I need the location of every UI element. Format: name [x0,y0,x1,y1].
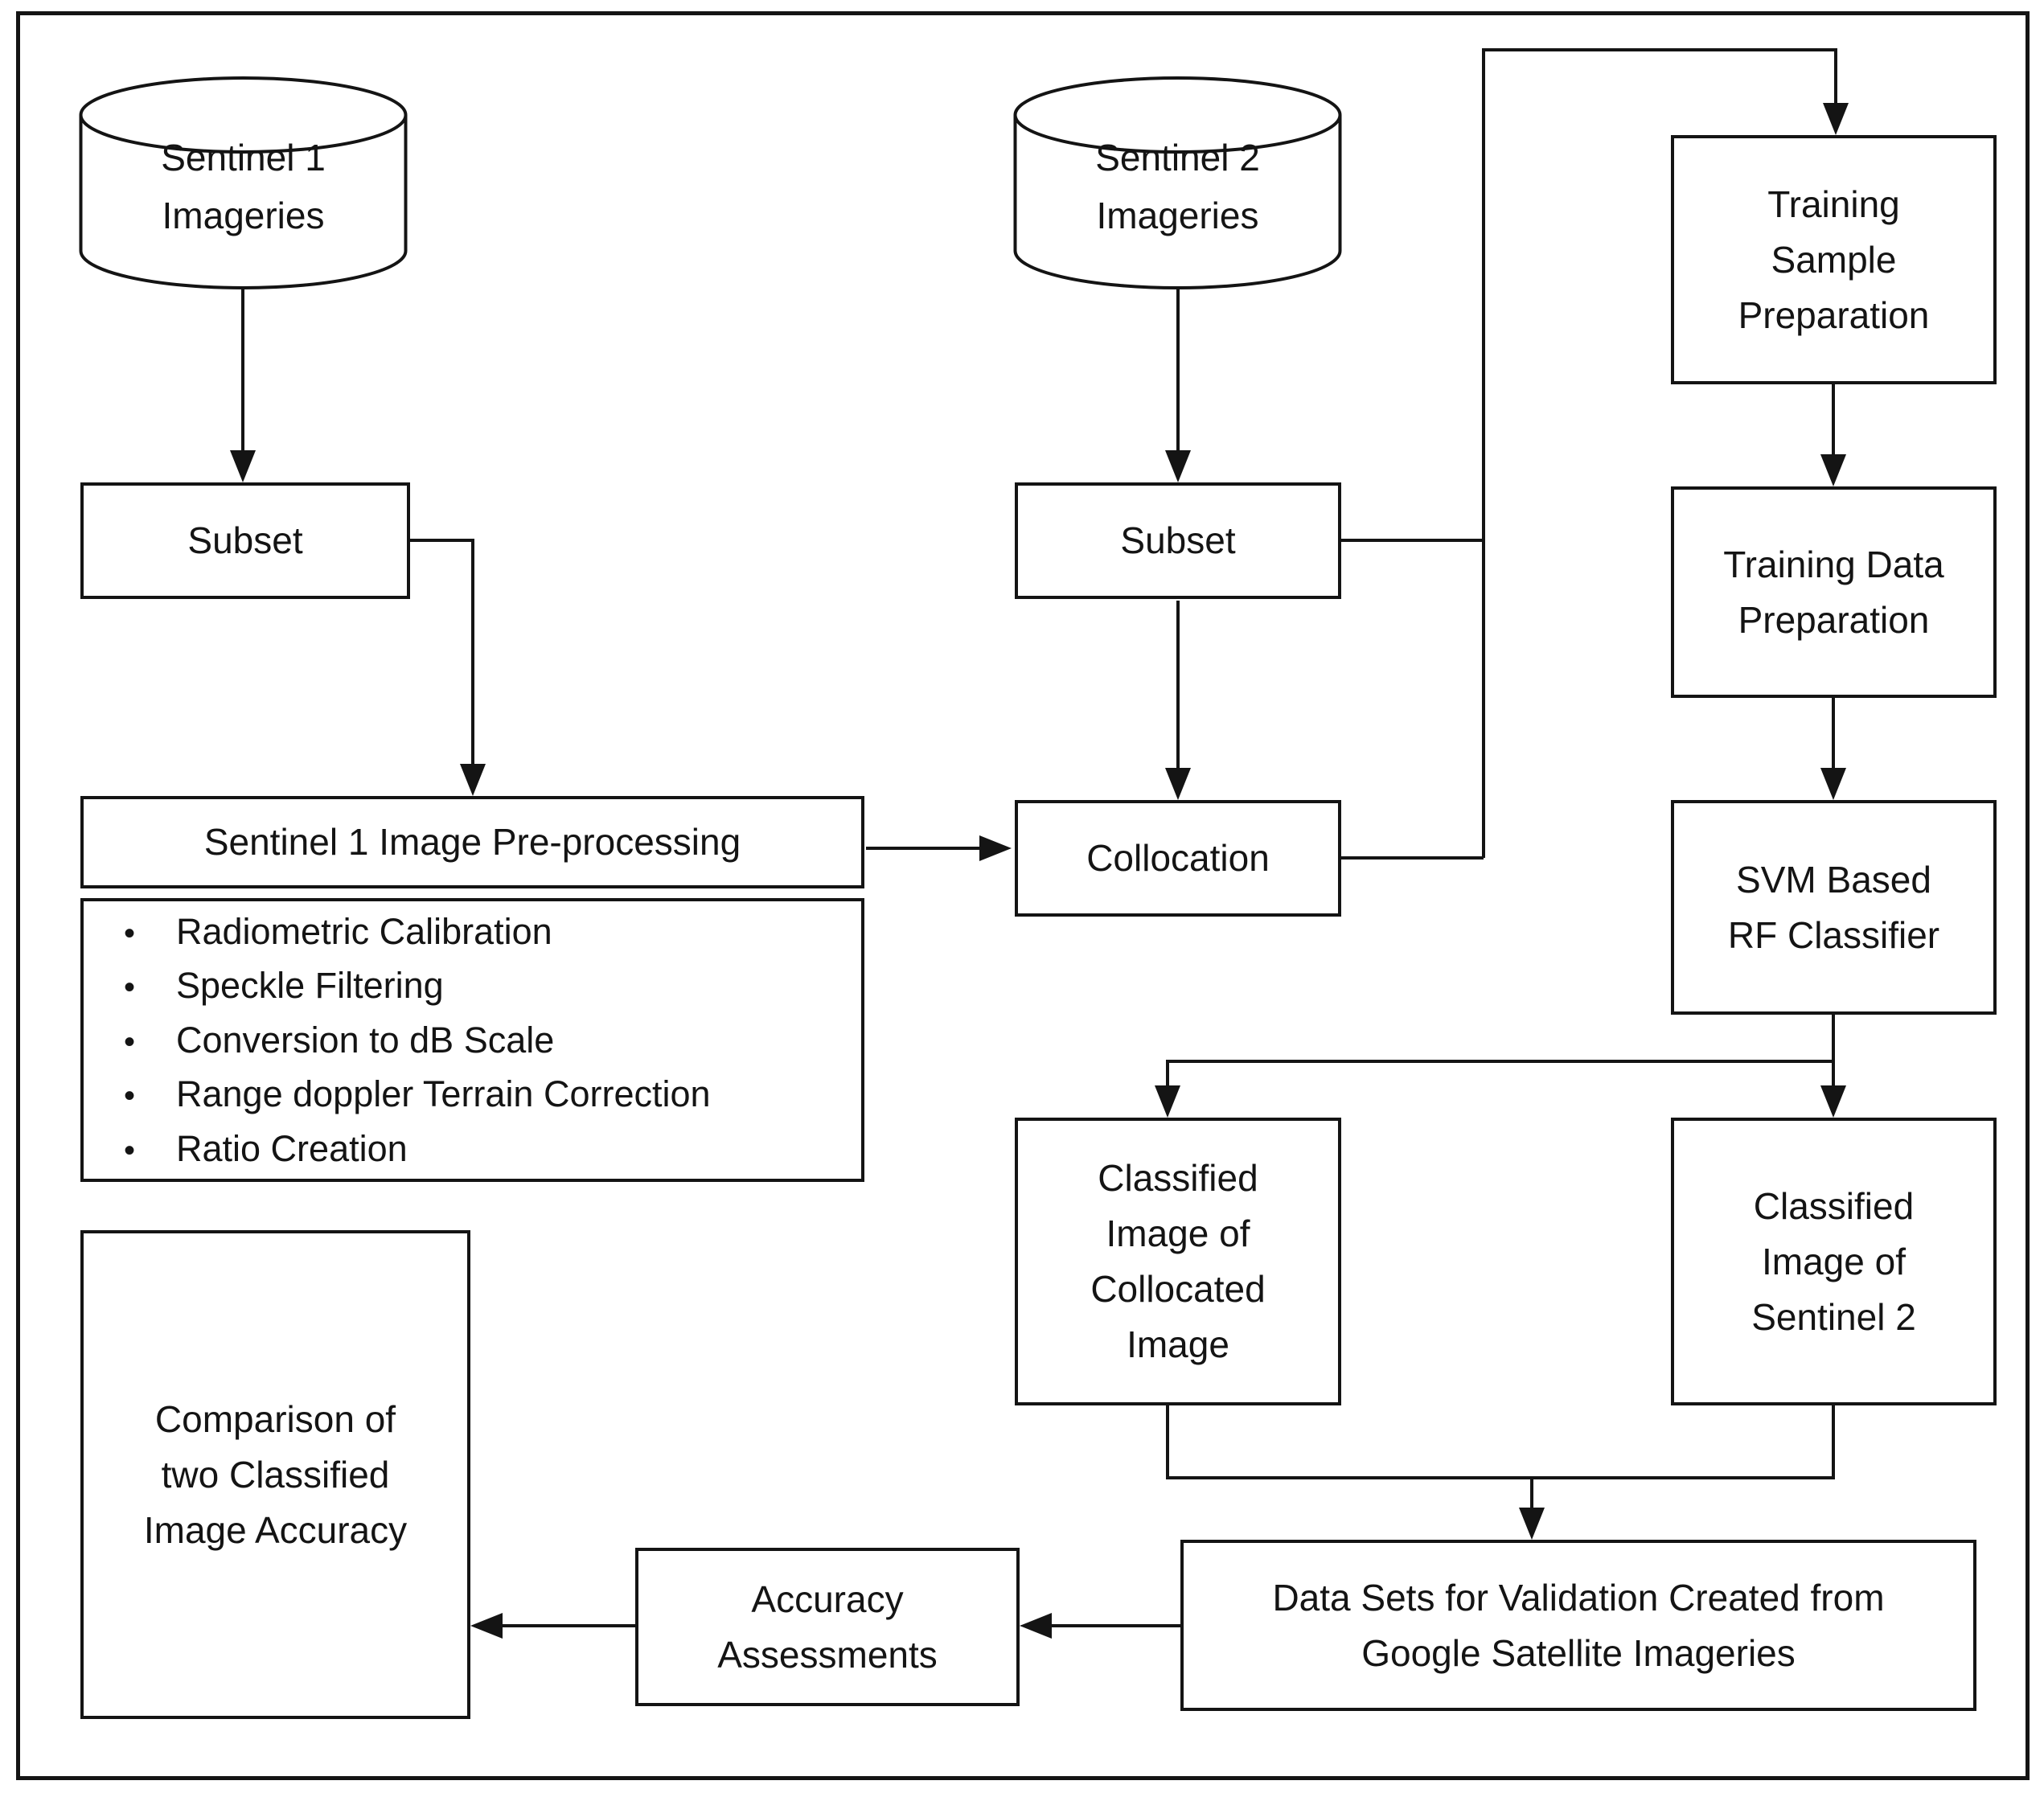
label-line: Sentinel 1 Image Pre-processing [203,821,741,863]
list-item-text: Conversion to dB Scale [176,1019,555,1061]
label-line: RF Classifier [1727,913,1940,956]
label-line: Image [1127,1323,1229,1365]
label-line: Sentinel 1 [161,137,326,179]
label-line: Sample [1771,238,1897,281]
label-line: Training Data [1723,543,1944,585]
list-item-text: Radiometric Calibration [176,910,552,952]
arrow-subset1-to-preprocessing [410,540,473,791]
label-line: Image Accuracy [143,1508,408,1551]
subset2-node [1015,482,1341,599]
preprocessing-steps-list [84,898,861,1183]
preprocessing-title-node [80,796,864,888]
bullet-icon [124,1122,176,1176]
arrow-svm-to-classified-collocated [1168,1061,1833,1113]
svm-rf-classifier-node [1671,800,1997,1015]
training-data-preparation-node [1671,486,1997,698]
accuracy-assessments-node [635,1548,1020,1706]
label-line: Data Sets for Validation Created from [1272,1576,1885,1619]
label-line: Subset [187,519,303,561]
list-item [124,958,845,1013]
label-line: Sentinel 2 [1095,137,1260,179]
label-line: Preparation [1738,293,1930,336]
label-line: Imageries [1096,194,1259,236]
label-line: Image of [1106,1212,1250,1254]
line-classified-merge [1168,1405,1833,1478]
label-line: Google Satellite Imageries [1361,1631,1796,1674]
subset1-node [80,482,410,599]
list-item-text: Range doppler Terrain Correction [176,1073,711,1115]
validation-datasets-node [1180,1540,1976,1711]
label-line: Preparation [1738,598,1930,641]
sentinel1-database-label [80,121,406,253]
label-line: Image of [1762,1240,1906,1282]
list-item [124,1122,845,1176]
list-item [124,905,845,959]
comparison-node [80,1230,470,1719]
bullet-icon [124,1013,176,1068]
list-item [124,1013,845,1068]
sentinel2-database-label [1015,121,1340,253]
preprocessing-steps-node [80,898,864,1182]
label-line: Collocated [1090,1268,1266,1310]
list-item-text: Speckle Filtering [176,965,444,1007]
label-line: Sentinel 2 [1751,1295,1916,1338]
list-item [124,1067,845,1122]
collocation-node [1015,800,1341,917]
label-line: Comparison of [154,1397,396,1440]
bullet-icon [124,1067,176,1122]
label-line: SVM Based [1736,858,1931,901]
label-line: Imageries [162,194,325,236]
label-line: Classified [1753,1184,1915,1227]
label-line: Accuracy [751,1578,904,1620]
label-line: Assessments [717,1633,938,1676]
label-line: Training [1767,183,1900,225]
label-line: Classified [1098,1157,1258,1199]
classified-sentinel2-image-node [1671,1118,1997,1405]
bullet-icon [124,905,176,959]
label-line: Collocation [1086,837,1270,879]
bullet-icon [124,958,176,1013]
training-sample-preparation-node [1671,135,1997,384]
label-line: Subset [1120,519,1236,561]
classified-collocated-image-node [1015,1118,1341,1405]
list-item-text: Ratio Creation [176,1127,408,1169]
label-line: two Classified [161,1453,390,1496]
